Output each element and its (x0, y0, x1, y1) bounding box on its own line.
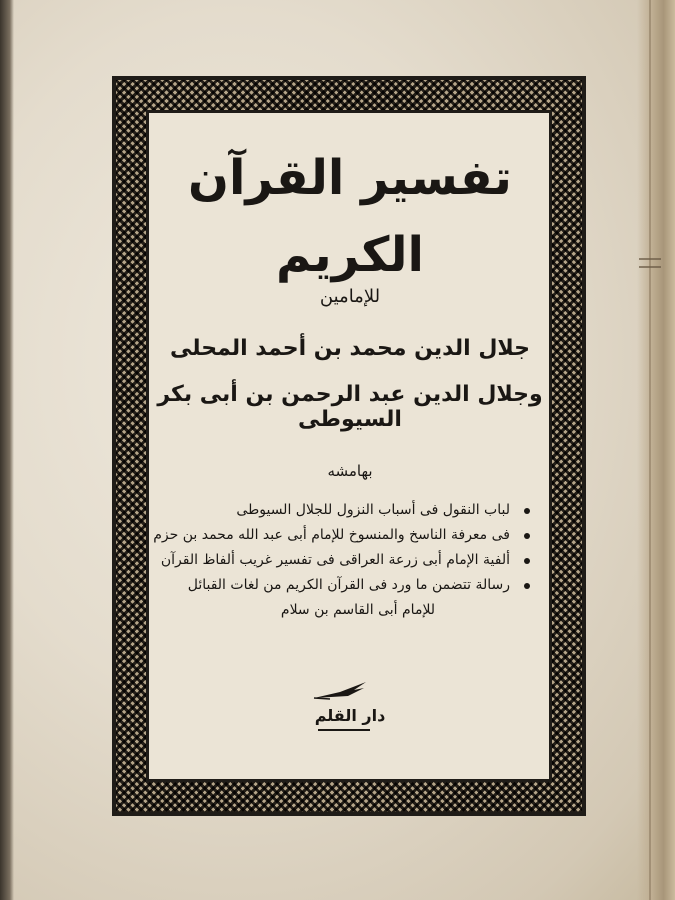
list-item: ألفية الإمام أبى زرعة العراقى فى تفسير غريب ألفاظ القرآن (166, 548, 526, 573)
title-page-content (150, 110, 550, 780)
publisher-name: دار القلم (314, 706, 386, 725)
margin-heading: بهامشه (327, 462, 373, 480)
author-2: وجلال الدين عبد الرحمن بن أبى بكر السيوطى (157, 382, 543, 432)
list-item-continuation: للإمام أبى القاسم بن سلام (280, 602, 436, 618)
margin-works-list (153, 498, 526, 623)
list-item: فى معرفة الناسخ والمنسوخ للإمام أبى عبد الله محمد بن حزم (166, 523, 526, 548)
author-1: جلال الدين محمد بن أحمد المحلى (169, 336, 530, 361)
book-gutter (637, 0, 675, 900)
byline: للإمامين (319, 286, 381, 307)
binding-shadow-left (0, 0, 14, 900)
bullet-icon (524, 558, 530, 564)
gutter-line (649, 0, 651, 900)
bullet-icon (524, 533, 530, 539)
bullet-icon (524, 508, 530, 514)
bullet-icon (524, 583, 530, 589)
publisher-underline (318, 729, 370, 731)
list-item: لباب النقول فى أسباب النزول للجلال السيوطى (166, 498, 526, 523)
binding-thread (639, 258, 661, 268)
quill-pen-icon (310, 680, 370, 702)
book-title: تفسير القرآن الكريم (188, 150, 512, 283)
list-item: رسالة تتضمن ما ورد فى القرآن الكريم من لغات القبائل (166, 573, 526, 598)
